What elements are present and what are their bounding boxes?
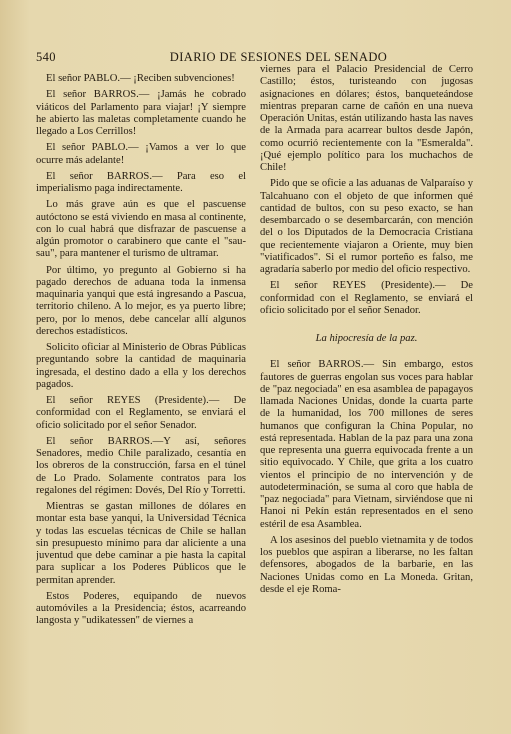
paragraph: Solicito oficiar al Ministerio de Obras Públicas preguntando sobre la cantidad de maquinaria ingresada, el destino dado a ella y los derechos pagados.: [36, 342, 246, 390]
paragraph: Pido que se oficie a las aduanas de Valparaíso y Talcahuano con el objeto de que informen qué cantidad de bultos, con su peso exacto, se han desembarcado o se desembarcarán, con mención del o los Diputados de la Democracia Cristiana que recientemente viajaron a Oriente, muy bien "viatificados". Si el rumor porteño es falso, me agradaría saberlo por medio del oficio respectivo.: [260, 178, 473, 275]
paragraph: El señor BARROS.—Y así, señores Senadores, medio Chile paralizado, cesantía en los obreros de la construcción, farsa en el túnel de Lo Prado. Solamente contratos para los regalones del régimen: Dovés, Del Río y Torretti.: [36, 435, 246, 496]
paragraph: El señor REYES (Presidente).— De conformidad con el Reglamento, se enviará el oficio solicitado por el señor Senador.: [260, 280, 473, 316]
paragraph: El señor PABLO.— ¡Vamos a ver lo que ocurre más adelante!: [36, 142, 246, 166]
paragraph: Lo más grave aún es que el pascuense autóctono se está viviendo en masa al continente, con lo cual habrá que disfrazar de pascuense a algún promotor o carabinero que cante el "sau-sau", para mantener el turismo de ultramar.: [36, 199, 246, 260]
left-column: [36, 73, 246, 723]
paragraph: El señor PABLO.— ¡Reciben subvenciones!: [46, 73, 235, 84]
page-number: 540: [36, 50, 56, 64]
section-heading: La hipocresía de la paz.: [315, 333, 418, 344]
paragraph: A los asesinos del pueblo vietnamita y de todos los pueblos que aspiran a liberarse, no les faltan defensores, abogados de la barbarie, en las Naciones Unidas como en La Moneda. Gritan, desde el eje Roma-: [260, 534, 473, 595]
paragraph: El señor BARROS.— Sin embargo, estos fautores de guerras engolan sus voces para hablar de "paz negociada" en esa asamblea de papagayos llamada Naciones Unidas, donde la cuarta parte de la humanidad, los 700 millones de seres humanos que configuran la China Popular, no está representada. Hablan de la paz para una zona que representa una guerra equivocada frente a un sitio equivocado. Y Chile, que grita a los cuatro vientos el principio de no intervención y de autodeterminación, se suma al coro que habla de "paz negociada" para Vietnam, sirviéndose que ni Hanoi ni Pekín están representados en el seno estéril de esa Asamblea.: [260, 359, 473, 530]
paragraph: El señor BARROS.— ¡Jamás he cobrado viáticos del Parlamento para viajar! ¡Y siempre he abierto las maletas completamente cuando he llegado a Los Cerrillos!: [36, 89, 246, 137]
paragraph-continuation: viernes para el Palacio Presidencial de Cerro Castillo; éstos, turisteando con jugosas asignaciones en dólares; éstos, banqueteándose mientras preparan carne de cañón en una nueva Operación Unitas, están utilizando hasta las naves de la Armada para acarrear bultos desde Japón, como ocurrió recientemente con la "Esmeralda". ¡Qué ejemplo político para los muchachos de Chile!: [260, 64, 473, 173]
paragraph: Mientras se gastan millones de dólares en montar esta base yanqui, la Universidad Técnica y todas las escuelas técnicas de Chile se hallan sin presupuesto mínimo para dar aliciente a una juventud que debe caminar a pie hasta la capital para suplicar a los Poderes Públicos que le permitan aprender.: [36, 501, 246, 586]
paragraph: El señor BARROS.— Para eso el imperialismo paga indirectamente.: [36, 170, 246, 194]
paragraph: El señor REYES (Presidente).— De conformidad con el Reglamento, se enviará el oficio solicitado por el señor Senador.: [36, 395, 246, 431]
paragraph: Estos Poderes, equipando de nuevos automóviles a la Presidencia; éstos, acarreando langosta y "udikatessen" de viernes a: [36, 590, 246, 627]
paragraph: Por último, yo pregunto al Gobierno si ha pagado derechos de aduana toda la inmensa maquinaria yanqui que está ingresando a Pascua, territorio chileno. A lo mejor, es ya puerto libre; pero, por lo menos, debe cancelar allí algunos derechos estadísticos.: [36, 264, 246, 337]
right-column: [260, 64, 473, 724]
publication-title: DIARIO DE SESIONES DEL SENADO: [169, 50, 388, 64]
